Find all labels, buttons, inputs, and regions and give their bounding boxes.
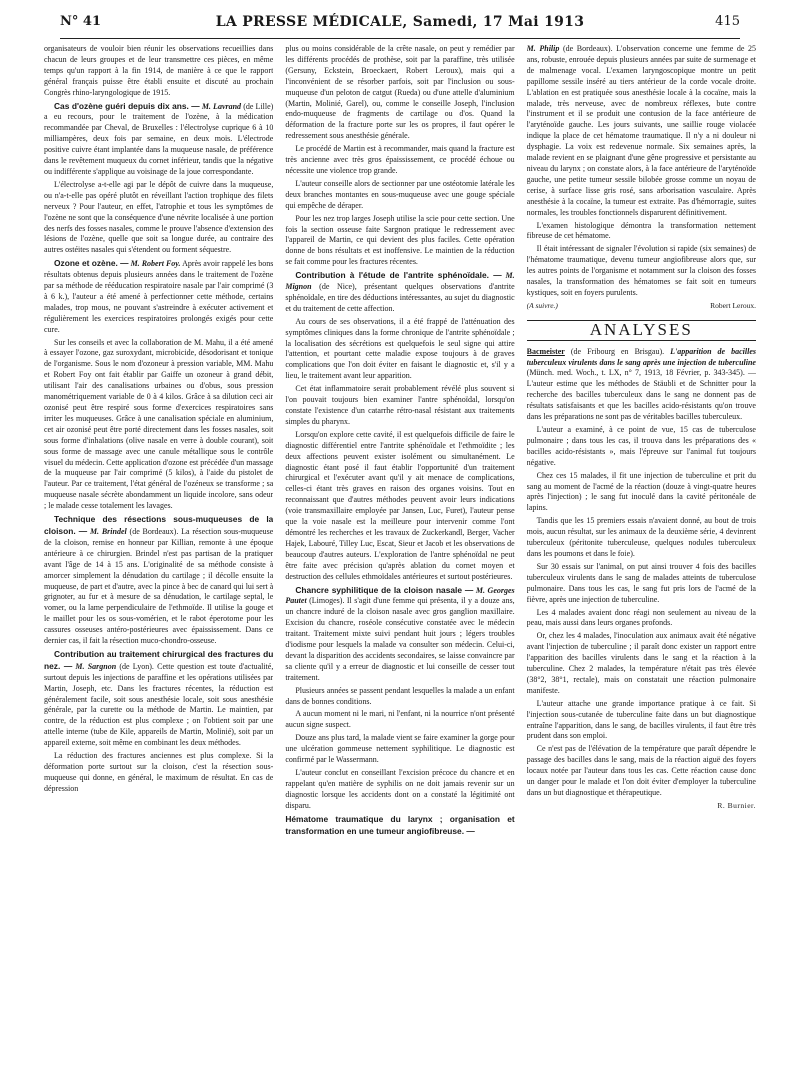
analysis-title: L'apparition de bacilles tuberculeux virulents dans le sang après une injection de tuberculine <box>526 346 756 367</box>
article-title: Contribution au traitement chirurgical des fractures du nez. — <box>44 648 274 671</box>
paragraph: plus ou moins considérable de la crête nasale, on peut y remédier par les différents procédés de prothèse, soit par la paraffine, très utilisée (Gersuny, Eckstein, Broeckaert, Robert Leroux), mais qui a l'inconvénient de se résorber parfois, soit par l'inclusion ou sous-muqueuse d'un peloton de catgut (Rueda) ou d'une attelle d'aluminium (Martin, Molinié, Garel), ou, comme le conseille Joseph, l'inclusion endo-muqueuse de fragments de cartilage ou d'os. Quand la déformation de la fracture porte sur les os propres, il faut opérer le redressement sous anesthésie générale. <box>285 44 515 141</box>
paragraph: Les 4 malades avaient donc réagi non seulement au niveau de la peau, mais aussi dans leurs organes profonds. <box>526 607 756 628</box>
article-title: Ozone et ozène. — <box>54 258 129 269</box>
article-foy <box>44 258 273 335</box>
journal-title: LA PRESSE MÉDICALE, Samedi, 17 Mai 1913 <box>215 14 585 30</box>
article-columns <box>44 44 756 1068</box>
paragraph: Or, chez les 4 malades, l'inoculation aux animaux avait été négative avant l'injection de tuberculine ; il paraît donc exister un rapport entre l'apparition des bacilles virulents dans le sang et la réaction à la tuberculine. Chez 2 malades, la température n'était pas très élevée (38°2, 38°1, rectale), mais on constatait une réaction pulmonaire manifeste. <box>526 631 756 695</box>
article-title: Cas d'ozène guéri depuis dix ans. — <box>54 100 200 111</box>
paragraph: (Limoges). Il s'agit d'une femme qui présenta, il y a douze ans, un chancre induré de la cloison nasale avec gros ganglion maxillaire. Excision du chancre, roséole consécutive constatée avec le médecin traitant. Traitement mixte suivi pendant huit jours ; légers troubles d'iodisme pour lesquels la malade va consulter son médecin. Celui-ci, devant la disparition des accidents secondaires, se laisse convaincre par sa cliente qu'il y a erreur de diagnostic et lui conseille de cesser tout traitement. <box>285 596 515 682</box>
article-title: Contribution à l'étude de l'antrite sphénoïdale. — <box>295 270 502 281</box>
analysis-author: Bacmeister <box>526 346 565 356</box>
paragraph: Au cours de ses observations, il a été frappé de l'atténuation des symptômes cliniques dans la forme chronique de l'antrite sphénoïdale ; la localisation des sécrétions est quelquefois le seul signe qui attire l'attention, et pourtant cette maladie expose toujours à de graves complications que l'on doit éviter en faisant le diagnostic et, s'il y a lieu, le traitement avant leur apparition. <box>285 316 515 381</box>
paragraph: Lorsqu'on explore cette cavité, il est quelquefois difficile de faire le diagnostic différentiel entre l'antrite sphénoïdale et l'ethmoïdite ; les deux affections peuvent exister isolément ou simultanément. Le diagnostic étant posé il faut établir l'opportunité d'un traitement chirurgical et l'exécuter avant qu'il y ait menace de complications, celles-ci étant très graves en raison des organes voisins. Tout en reconnaissant que d'autres méthodes peuvent avoir leurs indications (voie transmaxillaire employée par Jansen, Luc, Furet), l'auteur pense que la voie nasale est la meilleure pour intervenir comme l'ont démontré les recherches et les travaux de Zuckerkandl, Berger, Vacher Hajek, Labouré, Tilley Luc, Escat, Sieur et Jacob et les observations de beaucoup d'autres auteurs. L'exploration de l'antre sphénoïdal ne peut être faite avec précision qu'après ablation du cornet moyen et destruction des cellules ethmoïdales antérieures et surtout postérieures. <box>285 429 515 581</box>
article-author: M. Sargnon <box>75 661 117 671</box>
article-pautet <box>285 585 514 684</box>
paragraph: L'auteur attache une grande importance pratique à ce fait. Si l'injection sous-cutanée de tuberculine faite dans un but diagnostique entraîne l'apparition, dans le sang, de bacilles virulents, il faut être très prudent dans son emploi. <box>526 698 756 741</box>
paragraph: Douze ans plus tard, la malade vient se faire examiner la gorge pour une ulcération gommeuse nettement syphilitique. Le diagnostic est confirmé par le Wassermann. <box>285 733 515 765</box>
article-lavrand <box>44 101 273 178</box>
article-title: Hématome traumatique du larynx ; organisation et transformation en une tumeur angiofibreuse. — <box>285 813 515 836</box>
article-mignon <box>285 270 514 315</box>
article-sargnon <box>44 649 273 749</box>
paragraph: (de Bordeaux). La résection sous-muqueuse de la cloison, remise en honneur par Killian, remonte à une époque antérieure à ce chirurgien. Brindel n'est pas partisan de la pratiquer avant l'âge de 14 à 15 ans. L'originalité de sa méthode consiste à amorcer simplement la dénudation du cartilage ; il décolle ensuite la muqueuse, de part et d'autre, avec la pince à bec de canard qui lui sert à grignoter, au fur et à mesure de sa dénudation, le cartilage septal, le vomer, ou la lame perpendiculaire de l'ethmoïde. Il utilise la gouge et le maillet pour les os sous-vomérien, et le rabot éperotome pour les cassures osseuses antéro-postérieures avec épaississement. Dans ce dernier cas, il fait la résection muco-chondro-osseuse. <box>44 526 274 646</box>
column-1 <box>44 44 273 1068</box>
paragraph: Il était intéressant de signaler l'évolution si rapide (six semaines) de l'hématome traumatique, devenu tumeur angiofibreuse alors que, sur les autres points de l'organisme et notamment sur la cloison des fosses nasales, la transformation des hématomes se fait soit en tumeurs kystiques, soit en foyers purulents. <box>526 244 756 297</box>
signature-line <box>527 301 756 312</box>
article-philip-title <box>285 814 514 838</box>
paragraph: Chez ces 15 malades, il fit une injection de tuberculine et prit du sang au moment de l'acmé de la réaction (douze à vingt-quatre heures après l'injection) ; le sang fut inoculé dans la cavité péritonéale de lapins. <box>526 470 756 513</box>
analysis-bacmeister <box>527 347 756 423</box>
paragraph: Pour les nez trop larges Joseph utilise la scie pour cette section. Une fois la section osseuse faite Sargnon pratique le redressement avec l'appareil de Martin, ce qui devient des plus faciles. Cette opération donne de bons résultats et est inoffensive. Le maintien de la réduction se fait comme pour les fractures récentes. <box>285 213 515 267</box>
to-be-continued: (A suivre.) <box>526 300 558 310</box>
page-header <box>60 14 740 39</box>
paragraph: L'examen histologique démontra la transformation nettement fibreuse de cet hématome. <box>526 220 756 241</box>
paragraph: A aucun moment ni le mari, ni l'enfant, ni la nourrice n'ont présenté aucun signe suspect. <box>285 709 515 730</box>
analysis-affiliation: (de Fribourg en Brisgau). <box>570 346 665 356</box>
article-author: M. Georges Pautet <box>285 585 515 606</box>
article-author: M. Mignon <box>285 271 515 292</box>
paragraph: (de Lyon). Cette question est toute d'actualité, surtout depuis les injections de paraffine et les opérations utilisées par Martin, Joseph, etc. Dans les fractures récentes, la réduction est généralement facile, soit sous anesthésie locale, soit sous anesthésie générale, par la curette ou la méthode de Martin. Le maintien, par contre, de la réduction est plus complexe ; on l'obtient soit par une attelle interne (tube de Kile, appareils de Martin, Molinié), soit par un appareil externe, soit même en combinant les deux méthodes. <box>44 661 274 748</box>
paragraph: (Münch. med. Woch., t. LX, n° 7, 1913, 18 Février, p. 343-345). — L'auteur estime que les méthodes de Stäubli et de Schnitter pour la recherche des bacilles tuberculeux dans le sang ne donnent pas de résultats satisfaisants et que les bacilles acido-résistants qu'on trouve dans les préparations ne sont pas de véritables bacilles tuberculeux. <box>526 368 756 422</box>
paragraph: L'auteur conseille alors de sectionner par une ostéotomie latérale les deux branches montantes en sous-muqueuse avec une gouge spéciale qui empêche de déraper. <box>285 178 515 210</box>
section-heading-analyses: ANALYSES <box>527 320 756 341</box>
paragraph: L'électrolyse a-t-elle agi par le dépôt de cuivre dans la muqueuse, ou n'a-t-elle pas opéré plutôt en réveillant l'action trophique des filets nerveux ? Pour l'auteur, en effet, l'atrophie et tous les symptômes de l'ozène ne sont que la conséquence d'une névrite localisée à une portion des nerfs des fosses nasales, comme le prouve l'absence d'extension des lésions de l'ozène, quelle que soit sa longue durée, au contraire des autres ostéites nasales qui s'étendent ou forment séquestre. <box>44 179 274 255</box>
paragraph: Plusieurs années se passent pendant lesquelles la malade a un enfant dans de bonnes conditions. <box>285 685 515 706</box>
paragraph: Ce n'est pas de l'élévation de la température que paraît dépendre le passage des bacilles dans le sang, mais de la réaction aiguë des foyers locaux notée par l'auteur dans tous les cas. Cette réaction cause donc un danger pour le malade et l'on doit éviter d'employer la tuberculine dans un but diagnostique et thérapeutique. <box>526 744 756 797</box>
article-brindel <box>44 514 273 647</box>
paragraph: Cet état inflammatoire serait probablement révélé plus souvent si l'on pouvait toujours bien examiner l'antre sphénoïdal, lorsqu'on constate l'existence d'un catarrhe rétro-nasal résistant aux traitements simples du pharynx. <box>285 384 515 426</box>
paragraph: L'auteur conclut en conseillant l'excision précoce du chancre et en rappelant qu'en matière de syphilis on ne doit jamais revenir sur un diagnostic lorsque les accidents dont on a constaté la légitimité ont disparu. <box>285 768 515 810</box>
paragraph: (de Bordeaux). L'observation concerne une femme de 25 ans, robuste, enrouée depuis plusieurs années par suite de surmenage et de malmenage vocal. L'examen laryngoscopique montre un petit papillome sessile inséré au tiers antérieur de la corde vocale droite. L'ablation en est pratiquée sous anesthésie locale à la cocaïne, mais la malade, très nerveuse, avec de nombreux réflexes, bute contre l'instrument et il se produit une contusion de la face antérieure de l'aryténoïde gauche. Les jours suivants, une saillie rouge violacée indique la place de cet hématome traumatique. Il n'y a ni douleur ni dysphagie. La voix est redevenue normale. Six semaines après, la malade revient en se plaignant d'une gêne progressive et persistante au niveau du larynx ; on constate alors, à la face antérieure de l'aryténoïde gauche, une petite tumeur sessile bilobée grosse comme un noyau de cerise, à surface lisse gris rosé, sans arborisation vasculaire. Après anesthésie à la cocaïne, la tumeur est extraite. Pas d'hémorragie, suites normales, les troubles fonctionnels disparurent définitivement. <box>526 44 756 217</box>
paragraph: organisateurs de vouloir bien réunir les observations recueillies dans chacun de leurs groupes et de leur transmettre ces pièces, en même temps qu'un rapport à la fin 1914, de manière à ce que le rapport général français puisse être établi ensuite et discuté au prochain Congrès rhino-laryngologique de 1915. <box>44 44 274 97</box>
page-number: 415 <box>715 14 740 29</box>
article-author: M. Robert Foy. <box>130 259 181 269</box>
paragraph: Sur 30 essais sur l'animal, on put ainsi trouver 4 fois des bacilles tuberculeux virulents dans le sang de malades atteints de tuberculose pulmonaire. Dans tous les cas, le sang fut pris lors de l'acmé de la fièvre, après une injection de tuberculine. <box>526 561 756 604</box>
paragraph: Le procédé de Martin est à recommander, mais quand la fracture est très ancienne avec très gros épaississement, ce procédé échoue ou nécessite une violence trop grande. <box>285 144 515 175</box>
article-title: Chancre syphilitique de la cloison nasale — <box>295 584 474 595</box>
article-author: M. Philip <box>526 44 560 53</box>
paragraph: (de Lille) a eu recours, pour le traitement de l'ozène, à la médication recommandée par Cheval, de Bruxelles : l'électrolyse cuprique 6 à 10 milliampères, deux fois par semaine, en deux mois. L'électrode positive cuivre étant implantée dans la muqueuse nasale, de préférence dans le revêtement muqueux du cornet inférieur, tandis que la négative ou indifférente s'applique au voisinage de la joue correspondante. <box>44 101 274 176</box>
issue-number: N° 41 <box>60 14 101 29</box>
paragraph: Sur les conseils et avec la collaboration de M. Mahu, il a été amené à essayer l'ozone, gaz suroxydant, microbicide, désodorisant et tonique de l'organisme. Sous le nom d'ozoneur à pression variable, MM. Mahu et Robert Foy ont fait établir par Gaiffe un ozoneur à grand débit, utilisant l'air des canalisations urbaines ou d'obus, sous pression manométriquement variable de 0 à 4 kilos. Grâce à sa dilution ceci air ozonisé peut être respiré sous forme d'exercices respiratoires sans irriter les muqueuses. Grâce à une canalisation spéciale en aluminium, cet air ozonisé peut être porté directement dans les fosses nasales, soit sous forme d'inhalations (olive nasale en verre à double courant), soit sous forme de massage avec une canule métallique sous le contrôle visuel du médecin. Cette application d'ozone est précédée d'un massage de la muqueuse par l'air comprimé (5 kilos), à l'aide du pistolet de l'auteur. Par ce traitement, l'état général de l'ozéneux se transforme ; sa muqueuse nasale sécrète abondamment un liquide incolore, sans odeur ; le malade cesse totalement les lavages. <box>44 337 274 511</box>
paragraph: Tandis que les 15 premiers essais n'avaient donné, au bout de trois mois, aucun résultat, sur les animaux de la deuxième série, 4 devinrent tuberculeux (péritonite tuberculeuse, quelques nodules tuberculeux dans les poumons et dans le foie). <box>526 516 756 558</box>
article-author: M. Lavrand <box>201 101 242 111</box>
signature: R. Burnier. <box>717 800 756 810</box>
column-3 <box>527 44 756 1068</box>
article-author: M. Brindel <box>89 526 127 536</box>
signature: Robert Leroux. <box>710 300 756 310</box>
paragraph: Après avoir rappelé les bons résultats obtenus depuis plusieurs années dans le traitement de l'ozène par sa méthode de rééducation respiratoire nasale par l'air comprimé (3 à 6 k.), l'auteur a été amené à perfectionner cette méthode, certains malades, trop mous, ne pouvant s'astreindre à exécuter activement et régulièrement les exercices respiratoires prolongés exigés pour cette cure. <box>44 259 274 334</box>
article-title: Technique des résections sous-muqueuses de la cloison. — <box>44 514 274 536</box>
article-philip <box>527 44 756 219</box>
paragraph: (de Nice), présentant quelques observations d'antrite sphénoïdale, en tire des déductions intéressantes, au sujet du diagnostic et du traitement de cette affection. <box>285 282 515 313</box>
paragraph: La réduction des fractures anciennes est plus complexe. Si la déformation porte surtout sur la cloison, c'est la résection sous-muqueuse qui donne, en général, le maximum de résultat. En cas de dépression <box>44 751 274 793</box>
paragraph: L'auteur a examiné, à ce point de vue, 15 cas de tuberculose pulmonaire ; dans tous les cas, il trouva dans les préparations des « bacilles acido-résistants », mais l'épreuve sur l'animal fut toujours négative. <box>526 425 756 467</box>
column-2 <box>285 44 514 1068</box>
